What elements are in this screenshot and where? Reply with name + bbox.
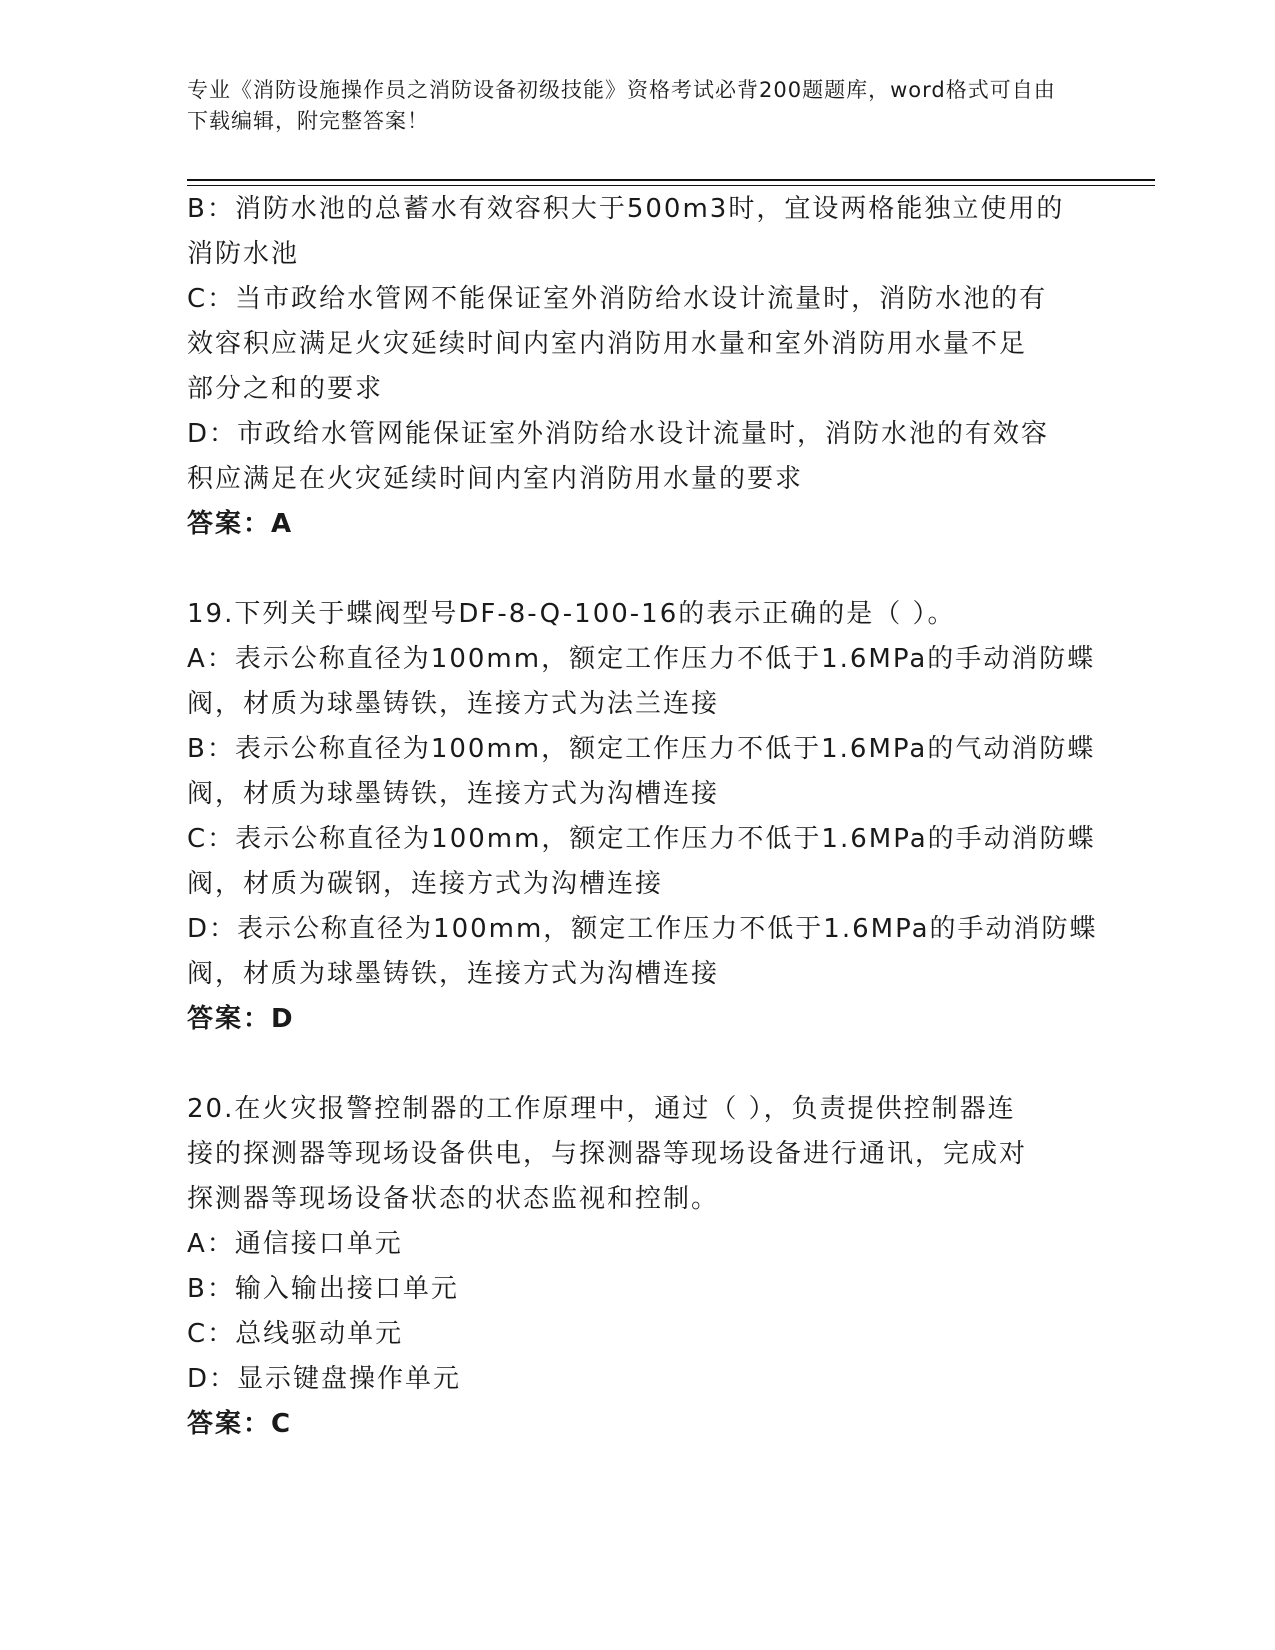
q18-option-c-line1: C：当市政给水管网不能保证室外消防给水设计流量时，消防水池的有 — [187, 284, 1048, 314]
q18-option-b-line2: 消防水池 — [187, 239, 300, 269]
q19-question: 19.下列关于蝶阀型号DF-8-Q-100-16的表示正确的是（ ）。 — [187, 599, 956, 629]
q20-question-line3: 探测器等现场设备状态的状态监视和控制。 — [187, 1184, 720, 1214]
document-header: 专业《消防设施操作员之消防设备初级技能》资格考试必背200题题库，word格式可自由下载编辑，附完整答案！ — [187, 78, 1056, 133]
q20-question-line1: 20.在火灾报警控制器的工作原理中，通过（ ），负责提供控制器连 — [187, 1094, 1016, 1124]
q20-option-d: D：显示键盘操作单元 — [187, 1364, 462, 1394]
q20-question-line2: 接的探测器等现场设备供电，与探测器等现场设备进行通讯，完成对 — [187, 1139, 1028, 1169]
q19-option-b-line2: 阀，材质为球墨铸铁，连接方式为沟槽连接 — [187, 779, 720, 809]
header-divider-thick — [187, 179, 1155, 181]
q19-option-c-line2: 阀，材质为碳钢，连接方式为沟槽连接 — [187, 869, 664, 899]
q19-option-a-line1: A：表示公称直径为100mm，额定工作压力不低于1.6MPa的手动消防蝶 — [187, 644, 1096, 674]
q18-option-b-line1: B：消防水池的总蓄水有效容积大于500m3时，宜设两格能独立使用的 — [187, 194, 1065, 224]
q20-answer: 答案：C — [187, 1409, 293, 1439]
q20-option-b: B：输入输出接口单元 — [187, 1274, 459, 1304]
q19-answer: 答案：D — [187, 1004, 295, 1034]
q18-option-c-line3: 部分之和的要求 — [187, 374, 384, 404]
header-divider-thin — [187, 185, 1155, 186]
q20-option-a: A：通信接口单元 — [187, 1229, 403, 1259]
q20-option-c: C：总线驱动单元 — [187, 1319, 404, 1349]
q19-option-d-line2: 阀，材质为球墨铸铁，连接方式为沟槽连接 — [187, 959, 720, 989]
q19-option-a-line2: 阀，材质为球墨铸铁，连接方式为法兰连接 — [187, 689, 720, 719]
q18-option-d-line1: D：市政给水管网能保证室外消防给水设计流量时，消防水池的有效容 — [187, 419, 1050, 449]
q19-option-b-line1: B：表示公称直径为100mm，额定工作压力不低于1.6MPa的气动消防蝶 — [187, 734, 1096, 764]
q18-option-d-line2: 积应满足在火灾延续时间内室内消防用水量的要求 — [187, 464, 804, 494]
q18-option-c-line2: 效容积应满足火灾延续时间内室内消防用水量和室外消防用水量不足 — [187, 329, 1028, 359]
q18-answer: 答案：A — [187, 509, 294, 539]
q19-option-d-line1: D：表示公称直径为100mm，额定工作压力不低于1.6MPa的手动消防蝶 — [187, 914, 1098, 944]
q19-option-c-line1: C：表示公称直径为100mm，额定工作压力不低于1.6MPa的手动消防蝶 — [187, 824, 1096, 854]
